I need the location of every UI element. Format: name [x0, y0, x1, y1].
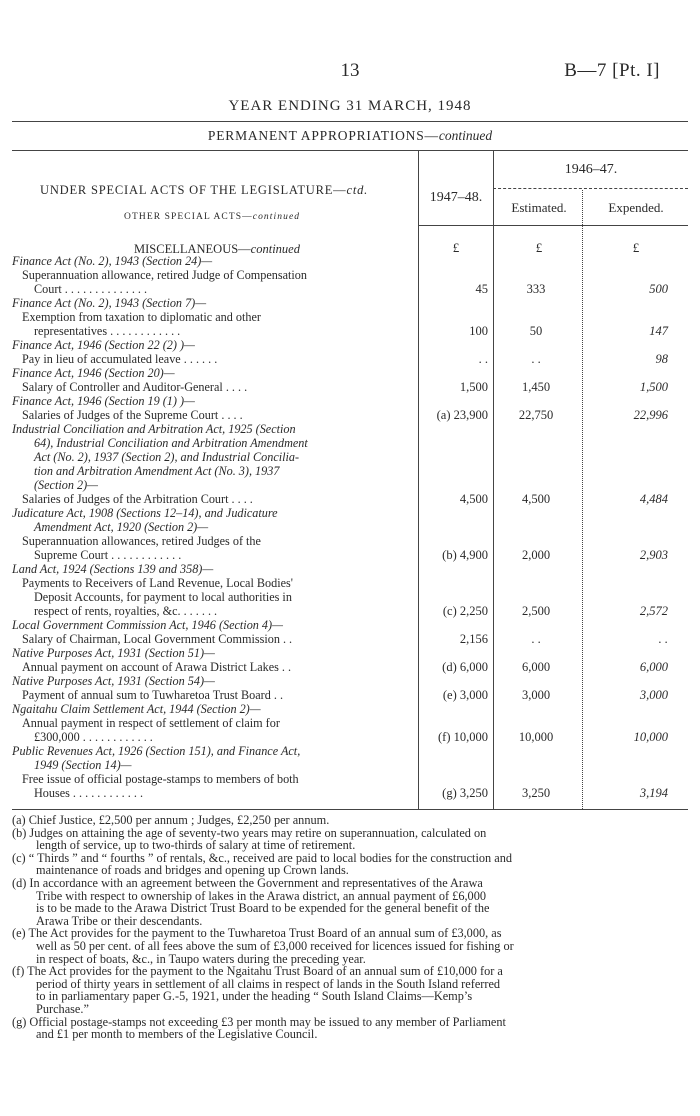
value-estimated: 3,000 [521, 688, 551, 702]
column-divider-1 [418, 151, 419, 809]
value-expended: 10,000 [633, 730, 668, 744]
unit-pound-1: £ [452, 240, 460, 255]
line-text: (Section 2)— [34, 478, 98, 492]
value-expended: 3,000 [639, 688, 668, 702]
line-text: Finance Act, 1946 (Section 20)— [12, 366, 175, 380]
line-text: Finance Act, 1946 (Section 19 (1) )— [12, 394, 195, 408]
line-text: Supreme Court . . . . . . . . . . . . [34, 548, 182, 562]
line-text: Salaries of Judges of the Arbitration Court . . . . [22, 492, 253, 506]
footnote: (c) “ Thirds ” and “ fourths ” of rentals, &c., received are paid to local bodies for the construction and [12, 850, 512, 865]
value-expended: 22,996 [633, 408, 668, 422]
line-text: Court . . . . . . . . . . . . . . [34, 282, 148, 296]
line-text: Salary of Controller and Auditor-General . . . . [22, 380, 248, 394]
line-text: Exemption from taxation to diplomatic and other [22, 310, 261, 324]
value-1947-48: (d) 6,000 [442, 660, 488, 674]
line-text: Annual payment on account of Arawa District Lakes . . [22, 660, 292, 674]
footnote-continuation: in respect of boats, &c., in Taupo waters during the preceding year. [36, 951, 366, 966]
footnote-continuation: well as 50 per cent. of all fees above the sum of £3,000 received for licences issued for fishing or [36, 939, 514, 953]
line-text: 64), Industrial Conciliation and Arbitration Amendment [34, 436, 308, 450]
footnote: (g) Official postage-stamps not exceeding £3 per month may be issued to any member of Parliament [12, 1014, 506, 1029]
value-1947-48: 100 [469, 324, 488, 338]
line-text: Finance Act, 1946 (Section 22 (2) )— [12, 338, 195, 352]
footnote-continuation: to in parliamentary paper G.-5, 1921, under the heading “ South Island Claims—Kemp’s [36, 989, 473, 1004]
value-estimated: 2,500 [521, 604, 551, 618]
value-estimated: 50 [529, 324, 543, 338]
line-text: representatives . . . . . . . . . . . . [34, 324, 181, 338]
line-text: Annual payment in respect of settlement of claim for [22, 716, 280, 730]
line-text: Deposit Accounts, for payment to local authorities in [34, 590, 292, 604]
value-estimated: 2,000 [521, 548, 551, 562]
line-text: Native Purposes Act, 1931 (Section 54)— [12, 674, 215, 688]
value-1947-48: (e) 3,000 [442, 688, 488, 702]
footnote-continuation: Purchase.” [36, 1002, 89, 1016]
column-divider-2 [493, 151, 494, 809]
line-text: Act (No. 2), 1937 (Section 2), and Industrial Concilia- [34, 450, 300, 464]
misc-heading: MISCELLANEOUS—continued [134, 242, 300, 256]
footnote-continuation: length of service, up to two-thirds of salary at time of retirement. [36, 838, 356, 853]
footnote-continuation: maintenance of roads and bridges and opening up Crown lands. [36, 863, 349, 878]
value-1947-48: (b) 4,900 [442, 548, 488, 562]
line-text: £300,000 . . . . . . . . . . . . [34, 730, 153, 744]
value-expended: 147 [649, 324, 668, 338]
value-estimated: . . [531, 632, 541, 646]
footnote: (e) The Act provides for the payment to the Tuwharetoa Trust Board of an annual sum of £3,000, as [12, 926, 502, 941]
value-expended: 98 [655, 352, 668, 366]
value-estimated: 4,500 [521, 492, 551, 506]
line-text: Local Government Commission Act, 1946 (Section 4)— [12, 618, 283, 632]
rule-table-bottom [12, 809, 688, 810]
line-text: respect of rents, royalties, &c. . . . . . . [34, 604, 218, 618]
column-header-1946-47: 1946–47. [564, 162, 618, 177]
line-text: Payments to Receivers of Land Revenue, Local Bodies' [22, 576, 293, 590]
value-estimated: 1,450 [521, 380, 551, 394]
value-expended: 2,903 [639, 548, 668, 562]
footnote-continuation: and £1 per month to members of the Legislative Council. [36, 1027, 318, 1042]
value-1947-48: 45 [475, 282, 488, 296]
line-text: Pay in lieu of accumulated leave . . . . . . [22, 352, 218, 366]
table-heading: UNDER SPECIAL ACTS OF THE LEGISLATURE—ctd. [40, 183, 369, 197]
value-estimated: 6,000 [521, 660, 551, 674]
value-1947-48: 4,500 [459, 492, 488, 506]
column-divider-3 [582, 190, 583, 809]
line-text: Public Revenues Act, 1926 (Section 151), and Finance Act, [12, 744, 301, 758]
rule-header-bottom [418, 225, 688, 226]
value-expended: 3,194 [639, 786, 668, 800]
rule-top [12, 121, 688, 122]
value-expended: . . [658, 632, 668, 646]
line-text: Judicature Act, 1908 (Sections 12–14), and Judicature [12, 506, 278, 520]
line-text: tion and Arbitration Amendment Act (No. 3), 1937 [34, 464, 280, 478]
column-header-expended: Expended. [608, 200, 664, 215]
value-1947-48: (f) 10,000 [438, 730, 488, 744]
value-expended: 1,500 [639, 380, 668, 394]
value-expended: 2,572 [639, 604, 668, 618]
value-expended: 6,000 [639, 660, 668, 674]
line-text: Payment of annual sum to Tuwharetoa Trust Board . . [22, 688, 284, 702]
footnote-continuation: period of thirty years in settlement of all claims in respect of lands in the South Island referred [36, 976, 501, 991]
value-estimated: . . [531, 352, 541, 366]
footnote: (d) In accordance with an agreement between the Government and representatives of the Arawa [12, 876, 483, 890]
value-estimated: 22,750 [518, 408, 554, 422]
line-text: 1949 (Section 14)— [34, 758, 132, 772]
section-title: PERMANENT APPROPRIATIONS—continued [207, 128, 493, 143]
footnote: (a) Chief Justice, £2,500 per annum ; Judges, £2,250 per annum. [12, 813, 330, 827]
value-1947-48: 1,500 [459, 380, 488, 394]
line-text: Ngaitahu Claim Settlement Act, 1944 (Section 2)— [12, 702, 261, 716]
value-estimated: 333 [526, 282, 546, 296]
table-subheading: OTHER SPECIAL ACTS—continued [124, 212, 301, 222]
line-text: Houses . . . . . . . . . . . . [34, 786, 144, 800]
footnote: (f) The Act provides for the payment to the Ngaitahu Trust Board of an annual sum of £10,000 for a [12, 964, 503, 979]
line-text: Salaries of Judges of the Supreme Court . . . . [22, 408, 243, 422]
value-1947-48: . . [478, 352, 488, 366]
unit-pound-2: £ [535, 240, 543, 255]
line-text: Native Purposes Act, 1931 (Section 51)— [12, 646, 215, 660]
value-1947-48: (a) 23,900 [436, 408, 488, 422]
year-title: YEAR ENDING 31 MARCH, 1948 [228, 98, 472, 114]
line-text: Amendment Act, 1920 (Section 2)— [34, 520, 209, 534]
rule-section [12, 150, 688, 151]
page-number: 13 [340, 60, 360, 81]
line-text: Superannuation allowance, retired Judge of Compensation [22, 268, 307, 282]
line-text: Land Act, 1924 (Sections 139 and 358)— [12, 562, 214, 576]
value-estimated: 3,250 [521, 786, 551, 800]
line-text: Free issue of official postage-stamps to members of both [22, 772, 299, 786]
footnote-continuation: Arawa Tribe or their descendants. [36, 913, 203, 928]
line-text: Superannuation allowances, retired Judges of the [22, 534, 261, 548]
rule-subheader [493, 188, 688, 189]
value-expended: 4,484 [639, 492, 668, 506]
value-estimated: 10,000 [518, 730, 554, 744]
line-text: Finance Act (No. 2), 1943 (Section 7)— [12, 296, 207, 310]
footnote: (b) Judges on attaining the age of seventy-two years may retire on superannuation, calculated on [12, 825, 487, 840]
line-text: Industrial Conciliation and Arbitration Act, 1925 (Section [12, 422, 296, 436]
value-1947-48: 2,156 [459, 632, 488, 646]
footnote-continuation: Tribe with respect to ownership of lakes in the Arawa district, an annual payment of £6,000 [36, 888, 486, 903]
column-header-estimated: Estimated. [511, 200, 567, 215]
value-expended: 500 [649, 282, 668, 296]
value-1947-48: (g) 3,250 [442, 786, 488, 800]
unit-pound-3: £ [632, 240, 640, 255]
footnote-continuation: is to be made to the Arawa District Trust Board to be expended for the general benefit of the [36, 901, 490, 916]
line-text: Finance Act (No. 2), 1943 (Section 24)— [12, 254, 213, 268]
line-text: Salary of Chairman, Local Government Commission . . [22, 632, 293, 646]
value-1947-48: (c) 2,250 [442, 604, 488, 618]
document-reference: B—7 [Pt. I] [564, 60, 660, 81]
column-header-1947-48: 1947–48. [429, 190, 483, 205]
